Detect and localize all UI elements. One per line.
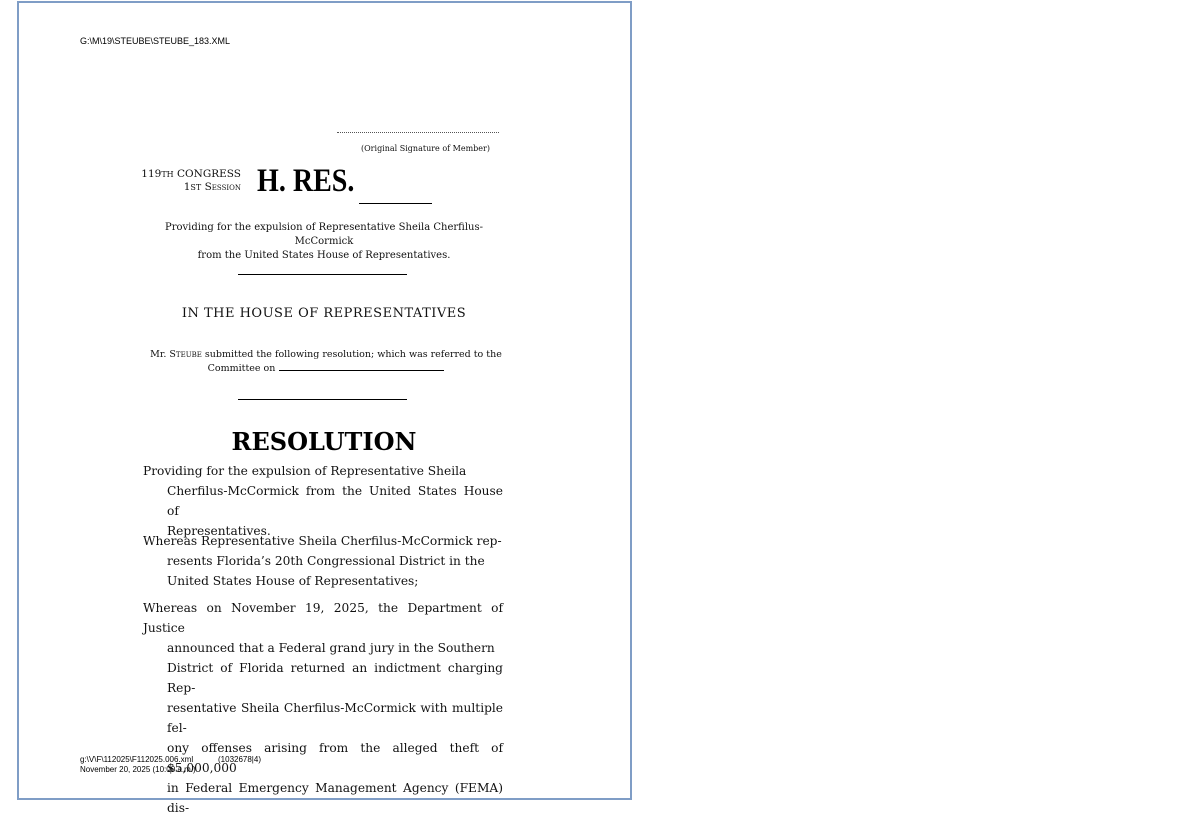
- bill-number-blank: [359, 203, 432, 204]
- paragraph-line: resentative Sheila Cherfilus-McCormick with multiple fel-: [167, 701, 503, 735]
- session-number: 1: [183, 181, 191, 193]
- whereas-paragraph: [143, 598, 503, 818]
- session-suffix: ST: [190, 183, 202, 192]
- resolution-heading: RESOLUTION: [231, 427, 417, 456]
- signature-caption: (Original Signature of Member): [361, 144, 490, 153]
- house-heading: IN THE HOUSE OF REPRESENTATIVES: [181, 306, 467, 321]
- paragraph-line: announced that a Federal grand jury in the Southern: [167, 641, 495, 655]
- congress-suffix: TH: [161, 170, 174, 179]
- sponsor-name: Steube: [169, 349, 202, 360]
- congress-line: [131, 168, 241, 181]
- file-path: G:\M\19\STEUBE\STEUBE_183.XML: [80, 36, 231, 46]
- paragraph-line: in Federal Emergency Management Agency (FEMA) dis-: [167, 781, 503, 815]
- paragraph-line: Whereas Representative Sheila Cherfilus-McCormick rep-: [143, 534, 502, 548]
- paragraph-line: Whereas on November 19, 2025, the Department of Justice: [143, 601, 503, 635]
- sponsor-prefix: Mr.: [150, 349, 167, 360]
- session-word: Session: [204, 181, 241, 193]
- paragraph-line: resents Florida’s 20th Congressional District in the: [167, 554, 485, 568]
- paragraph-line: Providing for the expulsion of Representative Sheila: [143, 464, 467, 478]
- paragraph-line: Representatives.: [167, 524, 271, 538]
- submission-statement: [139, 348, 513, 375]
- footer-date: November 20, 2025 (10:00 a.m.): [80, 765, 196, 774]
- committee-blank: [279, 361, 444, 371]
- paragraph-line: District of Florida returned an indictment charging Rep-: [167, 661, 503, 695]
- session-line: [131, 181, 241, 194]
- divider-rule: [238, 274, 407, 275]
- divider-rule: [238, 399, 407, 400]
- paragraph-line: Cherfilus-McCormick from the United States House of: [167, 484, 503, 518]
- bill-subtitle: [139, 221, 509, 263]
- bill-label: H. RES.: [257, 163, 355, 199]
- committee-line: [139, 361, 513, 375]
- document-page: [17, 1, 632, 815]
- purpose-paragraph: [143, 461, 503, 541]
- congress-word: CONGRESS: [177, 168, 241, 180]
- footer-path: g:\V\F\112025\F112025.006.xml: [80, 755, 194, 764]
- submission-line: [139, 348, 513, 361]
- footer-code: (1032678|4): [218, 755, 261, 764]
- whereas-paragraph: [143, 531, 503, 591]
- congress-number: 119: [141, 168, 162, 180]
- signature-line: [337, 132, 499, 133]
- paragraph-line: United States House of Representatives;: [167, 574, 419, 588]
- congress-session-block: [131, 168, 241, 194]
- subtitle-line: from the United States House of Representatives.: [197, 250, 451, 261]
- paragraph-line: ony offenses arising from the alleged theft of $5,000,000: [167, 741, 503, 775]
- committee-label: Committee on: [207, 363, 276, 374]
- footer-file-info: [80, 755, 196, 775]
- subtitle-line: Providing for the expulsion of Representative Sheila Cherfilus-McCormick: [164, 222, 484, 247]
- submitted-text: submitted the following resolution; which was referred to the: [204, 349, 502, 360]
